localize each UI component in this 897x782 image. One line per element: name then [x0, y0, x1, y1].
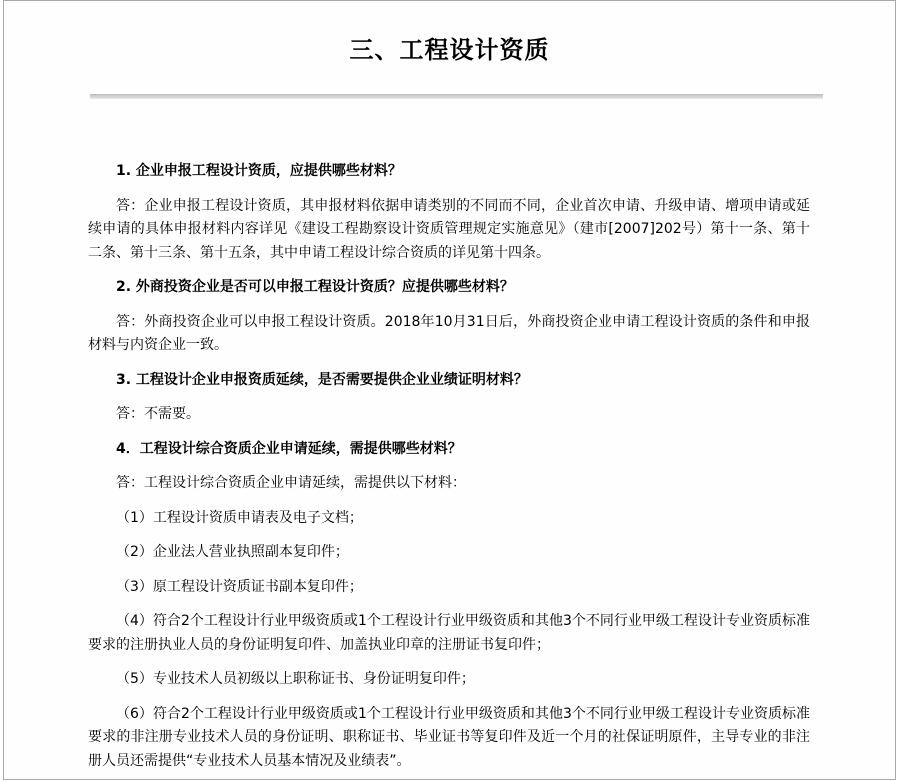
answer-4-item-3: （3）原工程设计资质证书副本复印件；: [116, 578, 363, 595]
question-4: 4．工程设计综合资质企业申请延续，需提供哪些材料？: [116, 440, 462, 457]
answer-4-intro: 答：工程设计综合资质企业申请延续，需提供以下材料：: [116, 475, 466, 491]
answer-4-item-5: （5）专业技术人员初级以上职称证书、身份证明复印件；: [116, 671, 475, 687]
answer-3: 答：不需要。: [116, 406, 200, 422]
title-divider: [90, 94, 823, 99]
answer-4-item-1: （1）工程设计资质申请表及电子文档；: [116, 509, 363, 526]
answer-4-item-4: （4）符合2个工程设计行业甲级资质或1个工程设计行业甲级资质和其他3个不同行业甲级工程设计专业资质标准要求的注册执业人员的身份证明复印件、加盖执业印章的注册证书复印件；: [88, 613, 810, 653]
question-2: 2. 外商投资企业是否可以申报工程设计资质？应提供哪些材料？: [116, 279, 514, 295]
qa-content: [4, 160, 895, 773]
question-1: 1. 企业申报工程设计资质，应提供哪些材料？: [116, 163, 402, 179]
answer-2: 答：外商投资企业可以申报工程设计资质。2018年10月31日后，外商投资企业申请工程设计资质的条件和申报材料与内资企业一致。: [88, 313, 810, 353]
document-page: [3, 0, 896, 780]
answer-4-item-6: （6）符合2个工程设计行业甲级资质或1个工程设计行业甲级资质和其他3个不同行业甲级工程设计专业资质标准要求的非注册专业技术人员的身份证明、职称证书、毕业证书等复印件及近一个月的社保证明原件，主导专业的非注册人员还需提供“专业技术人员基本情况及业绩表”。: [88, 705, 810, 769]
page-title: 三、工程设计资质: [349, 36, 550, 64]
question-3: 3. 工程设计企业申报资质延续，是否需要提供企业业绩证明材料？: [116, 371, 528, 388]
answer-1: 答：企业申报工程设计资质，其申报材料依据申请类别的不同而不同，企业首次申请、升级申请、增项申请或延续申请的具体申报材料内容详见《建设工程勘察设计资质管理规定实施意见》（建市[2007]202号）第十一条、第十二条、第十三条、第十五条，其中申请工程设计综合资质的详见第十四条。: [88, 197, 810, 261]
answer-4-item-2: （2）企业法人营业执照副本复印件；: [116, 544, 349, 560]
